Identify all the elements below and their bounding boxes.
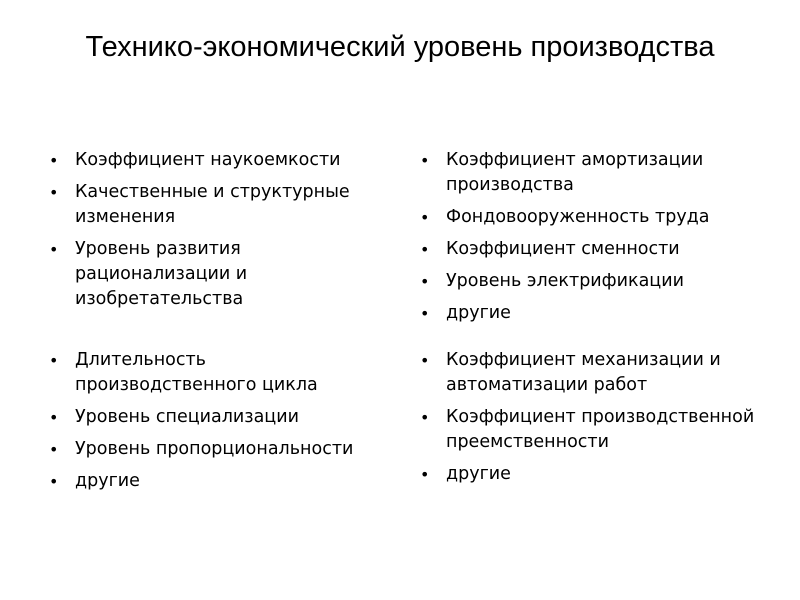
list-item-text: другие	[446, 303, 511, 323]
list-item	[415, 348, 765, 398]
list-item-text: Уровень развития рационализации и изобретательства	[75, 239, 248, 309]
right-bottom-list	[415, 348, 765, 494]
list-item	[415, 405, 765, 455]
bullet: •	[49, 440, 59, 459]
bullet: •	[49, 151, 59, 170]
list-item	[44, 437, 384, 462]
list-item	[44, 148, 384, 173]
list-item-text: Коэффициент производственной преемственности	[446, 407, 755, 452]
list-item	[415, 301, 765, 326]
left-bottom-list	[44, 348, 384, 501]
list-item-text: Коэффициент сменности	[446, 239, 680, 259]
list-item-text: Фондовооруженность труда	[446, 207, 710, 227]
left-top-list	[44, 148, 384, 319]
list-item	[44, 348, 384, 398]
bullet: •	[49, 408, 59, 427]
bullet: •	[420, 465, 430, 484]
list-item-text: Длительность производственного цикла	[75, 350, 318, 395]
slide-title: Технико-экономический уровень производства	[85, 31, 715, 63]
bullet: •	[420, 408, 430, 427]
list-item	[415, 237, 765, 262]
list-item	[44, 469, 384, 494]
bullet: •	[420, 240, 430, 259]
list-item-text: Уровень электрификации	[446, 271, 684, 291]
bullet: •	[420, 208, 430, 227]
right-top-list	[415, 148, 765, 333]
bullet: •	[420, 151, 430, 170]
list-item-text: Коэффициент амортизации производства	[446, 150, 704, 195]
list-item-text: Коэффициент механизации и автоматизации работ	[446, 350, 721, 395]
list-item-text: Качественные и структурные изменения	[75, 182, 350, 227]
list-item-text: Уровень специализации	[75, 407, 299, 427]
list-item	[44, 180, 384, 230]
list-item-text: Коэффициент наукоемкости	[75, 150, 341, 170]
list-item	[415, 205, 765, 230]
list-item	[44, 405, 384, 430]
list-item	[415, 462, 765, 487]
bullet: •	[49, 240, 59, 259]
bullet: •	[420, 304, 430, 323]
list-item	[415, 148, 765, 198]
list-item-text: Уровень пропорциональности	[75, 439, 354, 459]
bullet: •	[420, 272, 430, 291]
list-item-text: другие	[446, 464, 511, 484]
bullet: •	[49, 351, 59, 370]
bullet: •	[49, 183, 59, 202]
list-item	[44, 237, 384, 312]
bullet: •	[420, 351, 430, 370]
bullet: •	[49, 472, 59, 491]
list-item-text: другие	[75, 471, 140, 491]
list-item	[415, 269, 765, 294]
